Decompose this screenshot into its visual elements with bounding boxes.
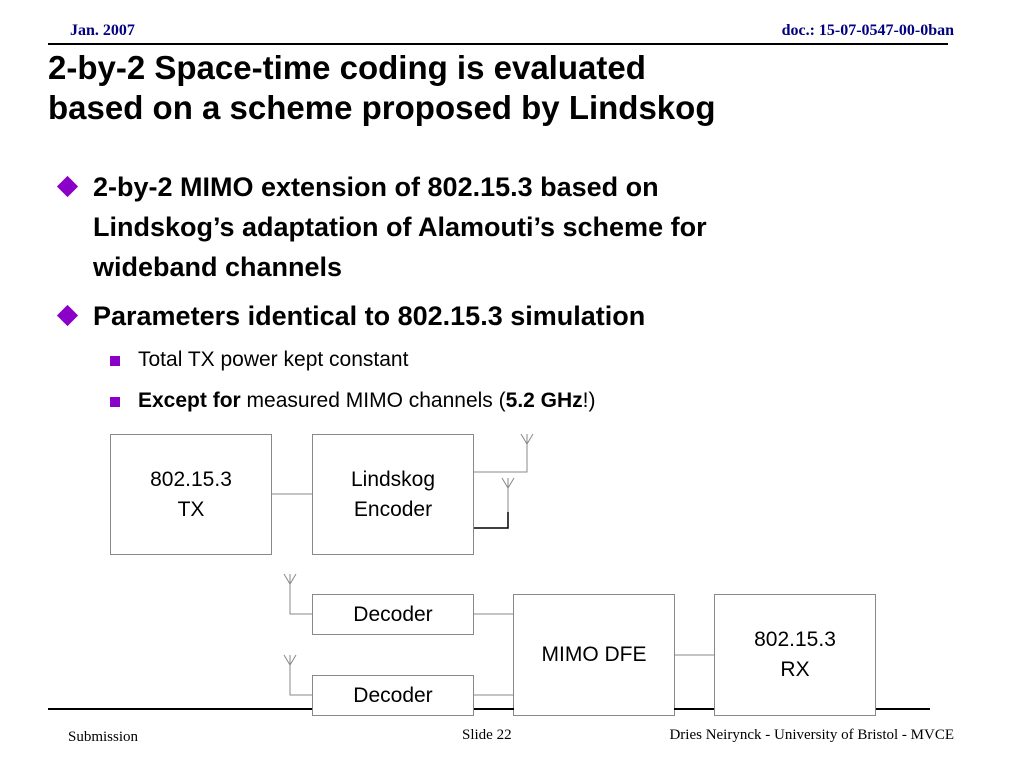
sub-bullet-2-body: measured MIMO channels (	[240, 389, 506, 412]
sub-bullet-1-text: Total TX power kept constant	[138, 348, 409, 371]
tx-block	[110, 434, 272, 555]
footer-rule-mid-1	[474, 708, 514, 710]
footer-slide-number: Slide 22	[462, 727, 512, 743]
encoder-block	[312, 434, 474, 555]
footer-submission: Submission	[68, 729, 139, 745]
encoder-block-line-2: Encoder	[353, 497, 433, 521]
footer-rule-left	[48, 708, 312, 710]
slide-title-line-2: based on a scheme proposed by Lindskog	[48, 89, 716, 126]
bullet-2-text: Parameters identical to 802.15.3 simulation	[93, 301, 646, 331]
rx-block-line-1: 802.15.3	[754, 628, 836, 651]
sub-bullet-2-frequency: 5.2 GHz	[505, 389, 583, 412]
mimo-dfe-block: MIMO DFE	[513, 594, 675, 716]
footer-rule-mid-2	[674, 708, 714, 710]
header-date: Jan. 2007	[70, 22, 135, 39]
header-doc-id: doc.: 15-07-0547-00-0ban	[781, 22, 954, 39]
footer-author: Dries Neirynck - University of Bristol - MVCE	[669, 727, 954, 743]
sub-bullet-2-suffix: !)	[582, 389, 596, 412]
decoder-bottom-block: Decoder	[312, 675, 474, 716]
encoder-block-line-1: Lindskog	[350, 467, 436, 491]
rx-block-line-2: RX	[780, 658, 810, 681]
bullet-1-line-2: Lindskog’s adaptation of Alamouti’s scheme for	[93, 212, 707, 242]
decoder-top-block: Decoder	[312, 594, 474, 635]
bullet-1-line-3: wideband channels	[93, 252, 343, 282]
footer-rule-right	[876, 708, 930, 710]
sub-bullet-2-bold-prefix: Except for	[138, 389, 241, 412]
rx-block	[714, 594, 876, 716]
tx-block-line-1: 802.15.3	[150, 467, 232, 491]
bullet-1-line-1: 2-by-2 MIMO extension of 802.15.3 based on	[93, 172, 659, 202]
tx-block-line-2: TX	[177, 497, 205, 521]
slide-title-line-1: 2-by-2 Space-time coding is evaluated	[48, 49, 646, 86]
